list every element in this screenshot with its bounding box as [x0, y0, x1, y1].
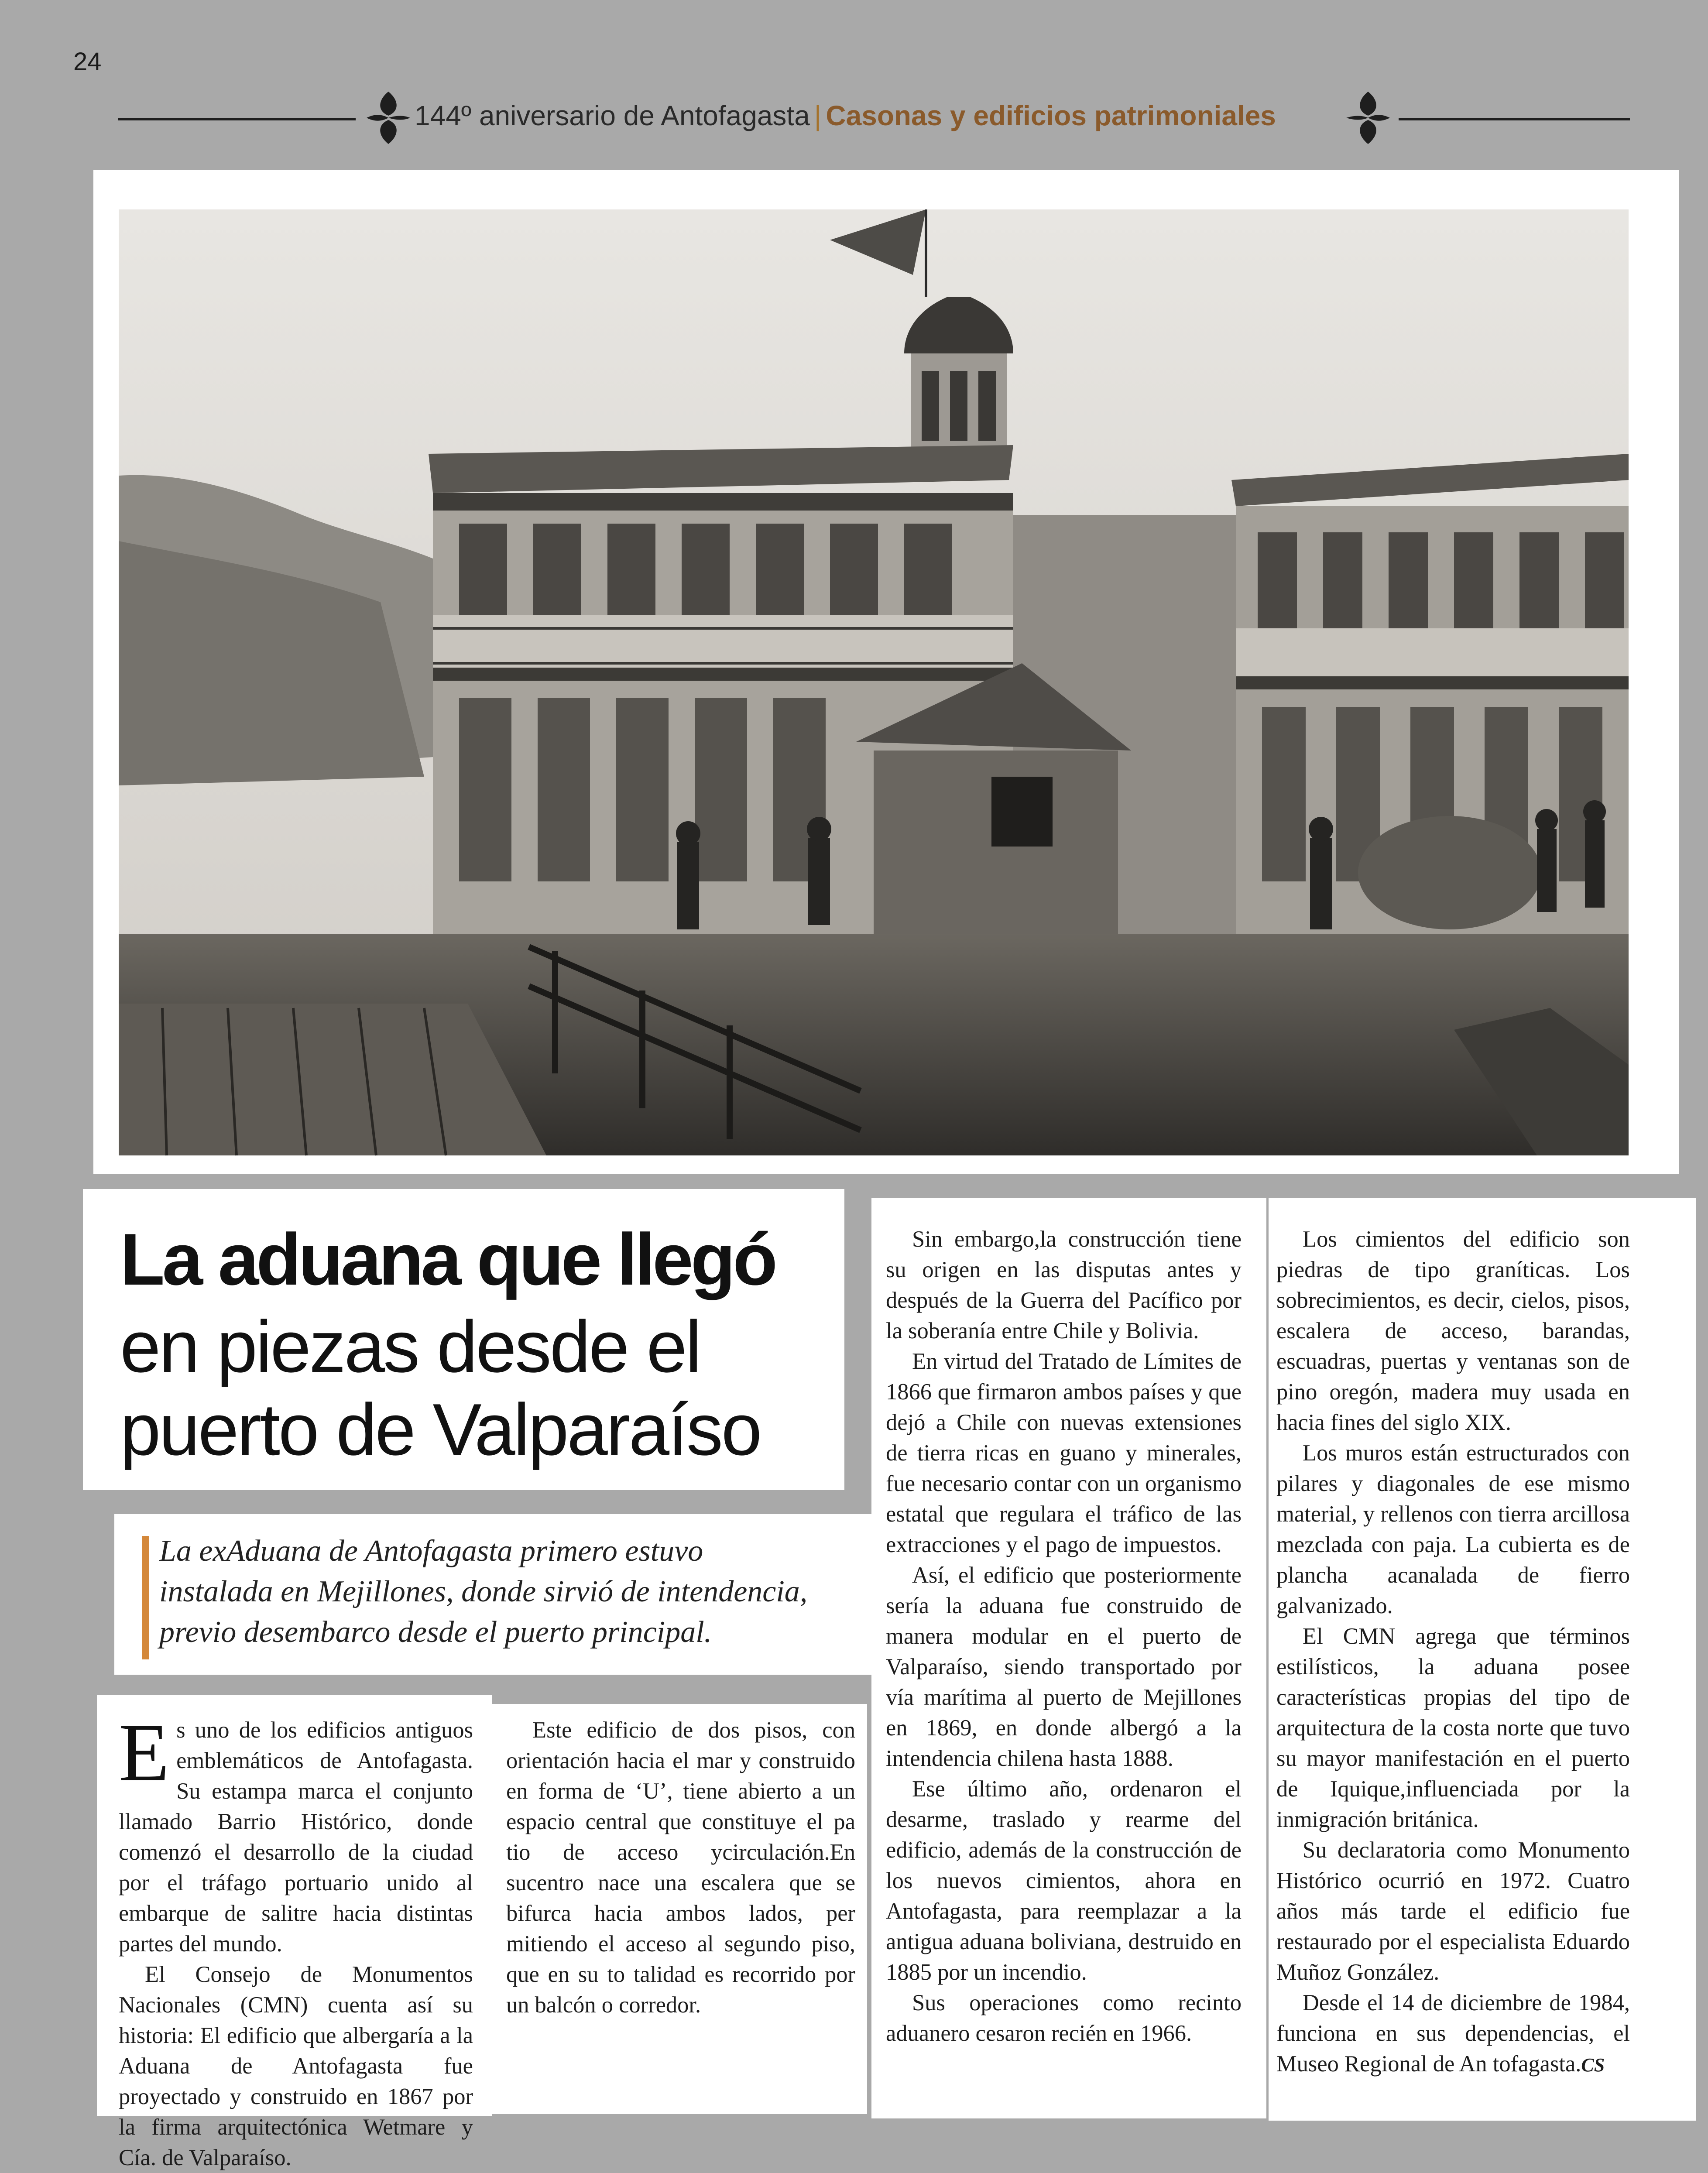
ornament-right-icon [1344, 87, 1392, 148]
paragraph: En virtud del Tratado de Límites de 1866 que firmaron ambos países y que dejó a Chile con nuevas extensiones de tierra ricas en guano y minerales, fue necesario contar con un organismo estatal que regulara el tráfico de las extracciones y el pago de impuestos. [886, 1349, 1242, 1557]
paragraph: Ese último año, ordenaron el desarme, traslado y rearme del edificio, además de la construcción de los nuevos cimientos, ahora en Antofagasta, para reemplazar a la antigua aduana boliviana, destruido en 1885 por un incendio. [886, 1776, 1242, 1985]
header-title [415, 99, 1276, 132]
header-rule-left [118, 118, 356, 120]
ornament-left-icon [364, 87, 412, 148]
deck-line-3: previo desembarco desde el puerto principal. [159, 1615, 712, 1649]
paragraph [119, 1707, 473, 1959]
deck-accent-bar [142, 1536, 149, 1659]
header-separator: | [814, 100, 822, 131]
headline-bold: La aduana que llegó [120, 1218, 775, 1300]
paragraph: Sin embargo,la construcción tiene su origen en las disputas antes y después de la Guerra del Pacífico por la soberanía entre Chile y Bolivia. [886, 1227, 1242, 1344]
dropcap: E [119, 1707, 170, 1799]
page-number: 24 [73, 48, 102, 76]
signoff-mark: CS [1581, 2054, 1605, 2076]
customs-building-illustration [119, 209, 1629, 1155]
deck-line-1: La exAduana de Antofagasta primero estuvo [159, 1534, 703, 1568]
article-column-2 [506, 1715, 855, 2081]
paragraph: Así, el edificio que posteriormente sería la aduana fue construido de manera modular en el puerto de Valparaíso, siendo transportado por vía marítima al puerto de Mejillones en 1869, en donde albergó a la intendencia chilena hasta 1888. [886, 1563, 1242, 1771]
header-anniversary: 144º aniversario de Antofagasta [415, 100, 810, 131]
deck-line-2: instalada en Mejillones, donde sirvió de intendencia, [159, 1575, 808, 1608]
paragraph: Los cimientos del edificio son piedras de tipo graníticas. Los sobrecimientos, es decir, cielos, pisos, escalera de acceso, barandas, escuadras, puertas y ventanas son de pino oregón, madera muy usada en hacia fines del siglo XIX. [1276, 1227, 1630, 1435]
paragraph: Su declaratoria como Monumento Histórico ocurrió en 1972. Cuatro años más tarde el edificio fue restaurado por el especialista Eduardo Muñoz González. [1276, 1837, 1630, 1985]
paragraph: El Consejo de Monumentos Nacionales (CMN) cuenta así su historia: El edificio que albergaría a la Aduana de Antofagasta fue proyectado y construido en 1867 por la firma arquitectónica Wetmare y Cía. de Valparaíso. [119, 1962, 473, 2170]
article-column-4 [1276, 1224, 1630, 2080]
paragraph: Sus operaciones como recinto aduanero cesaron recién en 1966. [886, 1990, 1242, 2046]
paragraph-text: Desde el 14 de diciembre de 1984, funciona en sus dependencias, el Museo Regional de An tofagasta. [1276, 1990, 1630, 2077]
paragraph-text: s uno de los edificios antiguos emblemáticos de Antofagasta. Su estampa marca el conjunto llamado Barrio Histórico, donde comenzó el desarrollo de la ciudad por el tráfago portuario unido al embarque de salitre hacia distintas partes del mundo. [119, 1717, 473, 1957]
article-column-3 [886, 1224, 1242, 2049]
article-column-1 [119, 1707, 473, 2170]
headline-line-3: puerto de Valparaíso [120, 1388, 761, 1470]
historic-photo [119, 209, 1629, 1155]
paragraph: El CMN agrega que términos estilísticos, la aduana posee características propias del tipo de arquitectura de la costa norte que tuvo su mayor manifestación en el puerto de Iquique,influenciada por la inmigración británica. [1276, 1624, 1630, 1832]
header-section: Casonas y edificios patrimoniales [826, 100, 1276, 131]
header-rule-right [1399, 118, 1630, 120]
paragraph [1276, 1988, 1630, 2080]
headline-line-2: en piezas desde el [120, 1306, 700, 1388]
paragraph: Los muros están estructurados con pilares y diagonales de ese mismo material, y rellenos con tierra arcillosa mezclada con paja. La cubierta es de plancha acanalada de fierro galvanizado. [1276, 1440, 1630, 1618]
paragraph: Este edificio de dos pisos, con orientación hacia el mar y construido en forma de ‘U’, tiene abierto a un espacio central que constituye el pa tio de acceso ycirculación.En sucentro nace una escalera que se bifurca hacia ambos lados, per mitiendo el acceso al segundo piso, que en su to talidad es recorrido por un balcón o corredor. [506, 1717, 855, 2018]
